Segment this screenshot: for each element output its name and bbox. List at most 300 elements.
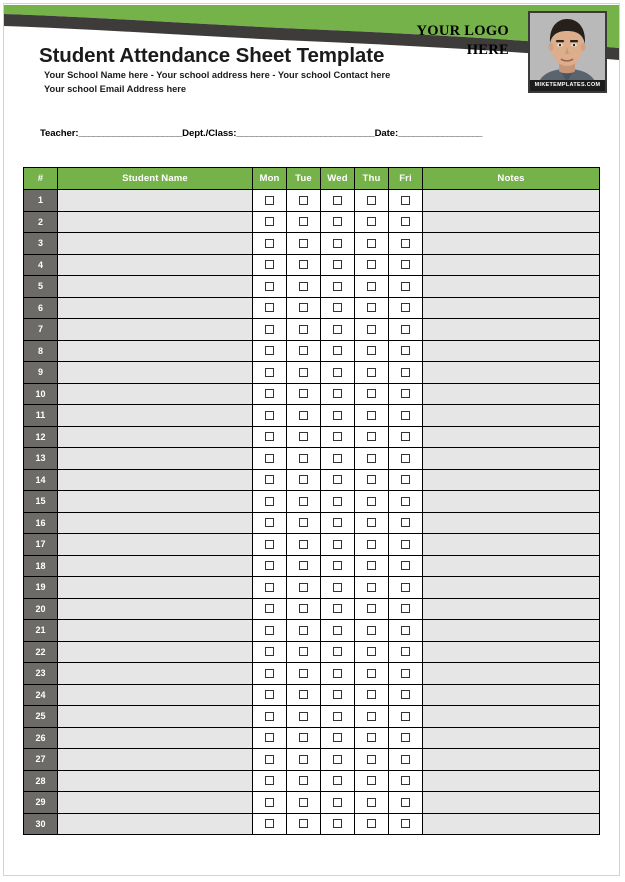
attendance-cell-mon[interactable]: [253, 383, 287, 405]
attendance-cell-fri[interactable]: [389, 598, 423, 620]
attendance-cell-tue[interactable]: [287, 706, 321, 728]
checkbox-wed[interactable]: [333, 303, 342, 312]
attendance-cell-wed[interactable]: [321, 663, 355, 685]
checkbox-tue[interactable]: [299, 475, 308, 484]
checkbox-thu[interactable]: [367, 647, 376, 656]
attendance-cell-fri[interactable]: [389, 663, 423, 685]
student-name-input[interactable]: [58, 383, 253, 405]
checkbox-tue[interactable]: [299, 798, 308, 807]
checkbox-wed[interactable]: [333, 561, 342, 570]
attendance-cell-thu[interactable]: [355, 340, 389, 362]
attendance-cell-fri[interactable]: [389, 555, 423, 577]
checkbox-tue[interactable]: [299, 518, 308, 527]
attendance-cell-fri[interactable]: [389, 211, 423, 233]
checkbox-thu[interactable]: [367, 583, 376, 592]
student-name-input[interactable]: [58, 362, 253, 384]
checkbox-mon[interactable]: [265, 282, 274, 291]
attendance-cell-mon[interactable]: [253, 598, 287, 620]
attendance-cell-tue[interactable]: [287, 770, 321, 792]
notes-input[interactable]: [423, 577, 600, 599]
attendance-cell-wed[interactable]: [321, 792, 355, 814]
checkbox-wed[interactable]: [333, 712, 342, 721]
attendance-cell-wed[interactable]: [321, 276, 355, 298]
attendance-cell-mon[interactable]: [253, 362, 287, 384]
checkbox-tue[interactable]: [299, 368, 308, 377]
checkbox-tue[interactable]: [299, 583, 308, 592]
attendance-cell-mon[interactable]: [253, 233, 287, 255]
checkbox-tue[interactable]: [299, 561, 308, 570]
attendance-cell-thu[interactable]: [355, 512, 389, 534]
checkbox-mon[interactable]: [265, 669, 274, 678]
attendance-cell-mon[interactable]: [253, 577, 287, 599]
attendance-cell-fri[interactable]: [389, 469, 423, 491]
checkbox-thu[interactable]: [367, 518, 376, 527]
student-name-input[interactable]: [58, 469, 253, 491]
checkbox-thu[interactable]: [367, 798, 376, 807]
checkbox-mon[interactable]: [265, 454, 274, 463]
attendance-cell-thu[interactable]: [355, 749, 389, 771]
attendance-cell-wed[interactable]: [321, 469, 355, 491]
checkbox-fri[interactable]: [401, 583, 410, 592]
attendance-cell-thu[interactable]: [355, 491, 389, 513]
student-name-input[interactable]: [58, 749, 253, 771]
attendance-cell-tue[interactable]: [287, 684, 321, 706]
attendance-cell-wed[interactable]: [321, 684, 355, 706]
attendance-cell-tue[interactable]: [287, 663, 321, 685]
attendance-cell-tue[interactable]: [287, 641, 321, 663]
notes-input[interactable]: [423, 448, 600, 470]
checkbox-wed[interactable]: [333, 411, 342, 420]
checkbox-thu[interactable]: [367, 260, 376, 269]
attendance-cell-mon[interactable]: [253, 211, 287, 233]
attendance-cell-mon[interactable]: [253, 749, 287, 771]
attendance-cell-wed[interactable]: [321, 340, 355, 362]
checkbox-thu[interactable]: [367, 733, 376, 742]
attendance-cell-fri[interactable]: [389, 448, 423, 470]
checkbox-wed[interactable]: [333, 260, 342, 269]
attendance-cell-thu[interactable]: [355, 577, 389, 599]
checkbox-wed[interactable]: [333, 819, 342, 828]
student-name-input[interactable]: [58, 319, 253, 341]
checkbox-mon[interactable]: [265, 260, 274, 269]
attendance-cell-wed[interactable]: [321, 254, 355, 276]
notes-input[interactable]: [423, 362, 600, 384]
checkbox-wed[interactable]: [333, 540, 342, 549]
checkbox-fri[interactable]: [401, 819, 410, 828]
notes-input[interactable]: [423, 512, 600, 534]
checkbox-mon[interactable]: [265, 712, 274, 721]
student-name-input[interactable]: [58, 448, 253, 470]
attendance-cell-fri[interactable]: [389, 340, 423, 362]
checkbox-thu[interactable]: [367, 626, 376, 635]
checkbox-mon[interactable]: [265, 819, 274, 828]
checkbox-fri[interactable]: [401, 303, 410, 312]
attendance-cell-thu[interactable]: [355, 706, 389, 728]
attendance-cell-thu[interactable]: [355, 297, 389, 319]
attendance-cell-thu[interactable]: [355, 405, 389, 427]
checkbox-fri[interactable]: [401, 647, 410, 656]
notes-input[interactable]: [423, 727, 600, 749]
checkbox-tue[interactable]: [299, 325, 308, 334]
notes-input[interactable]: [423, 405, 600, 427]
attendance-cell-fri[interactable]: [389, 405, 423, 427]
attendance-cell-tue[interactable]: [287, 233, 321, 255]
checkbox-fri[interactable]: [401, 389, 410, 398]
attendance-cell-fri[interactable]: [389, 770, 423, 792]
notes-input[interactable]: [423, 297, 600, 319]
attendance-cell-wed[interactable]: [321, 555, 355, 577]
notes-input[interactable]: [423, 276, 600, 298]
attendance-cell-fri[interactable]: [389, 727, 423, 749]
checkbox-mon[interactable]: [265, 776, 274, 785]
checkbox-thu[interactable]: [367, 669, 376, 678]
checkbox-wed[interactable]: [333, 454, 342, 463]
attendance-cell-thu[interactable]: [355, 534, 389, 556]
notes-input[interactable]: [423, 319, 600, 341]
student-name-input[interactable]: [58, 297, 253, 319]
checkbox-thu[interactable]: [367, 755, 376, 764]
checkbox-wed[interactable]: [333, 776, 342, 785]
attendance-cell-mon[interactable]: [253, 190, 287, 212]
attendance-cell-tue[interactable]: [287, 727, 321, 749]
attendance-cell-mon[interactable]: [253, 620, 287, 642]
checkbox-wed[interactable]: [333, 647, 342, 656]
attendance-cell-fri[interactable]: [389, 297, 423, 319]
attendance-cell-fri[interactable]: [389, 749, 423, 771]
checkbox-thu[interactable]: [367, 475, 376, 484]
attendance-cell-fri[interactable]: [389, 792, 423, 814]
attendance-cell-thu[interactable]: [355, 383, 389, 405]
attendance-cell-thu[interactable]: [355, 469, 389, 491]
checkbox-tue[interactable]: [299, 196, 308, 205]
checkbox-fri[interactable]: [401, 346, 410, 355]
checkbox-wed[interactable]: [333, 604, 342, 613]
checkbox-fri[interactable]: [401, 669, 410, 678]
attendance-cell-mon[interactable]: [253, 641, 287, 663]
checkbox-thu[interactable]: [367, 497, 376, 506]
checkbox-wed[interactable]: [333, 196, 342, 205]
notes-input[interactable]: [423, 620, 600, 642]
checkbox-tue[interactable]: [299, 776, 308, 785]
checkbox-mon[interactable]: [265, 411, 274, 420]
notes-input[interactable]: [423, 383, 600, 405]
checkbox-mon[interactable]: [265, 540, 274, 549]
checkbox-thu[interactable]: [367, 604, 376, 613]
attendance-cell-wed[interactable]: [321, 641, 355, 663]
attendance-cell-tue[interactable]: [287, 190, 321, 212]
attendance-cell-fri[interactable]: [389, 577, 423, 599]
attendance-cell-wed[interactable]: [321, 405, 355, 427]
checkbox-tue[interactable]: [299, 260, 308, 269]
attendance-cell-thu[interactable]: [355, 319, 389, 341]
student-name-input[interactable]: [58, 426, 253, 448]
checkbox-mon[interactable]: [265, 389, 274, 398]
student-name-input[interactable]: [58, 663, 253, 685]
attendance-cell-mon[interactable]: [253, 340, 287, 362]
checkbox-fri[interactable]: [401, 626, 410, 635]
checkbox-mon[interactable]: [265, 755, 274, 764]
checkbox-tue[interactable]: [299, 690, 308, 699]
notes-input[interactable]: [423, 813, 600, 835]
attendance-cell-mon[interactable]: [253, 792, 287, 814]
student-name-input[interactable]: [58, 598, 253, 620]
attendance-cell-wed[interactable]: [321, 620, 355, 642]
attendance-cell-wed[interactable]: [321, 383, 355, 405]
checkbox-tue[interactable]: [299, 733, 308, 742]
checkbox-mon[interactable]: [265, 217, 274, 226]
attendance-cell-wed[interactable]: [321, 297, 355, 319]
checkbox-thu[interactable]: [367, 819, 376, 828]
notes-input[interactable]: [423, 663, 600, 685]
student-name-input[interactable]: [58, 512, 253, 534]
checkbox-mon[interactable]: [265, 561, 274, 570]
checkbox-tue[interactable]: [299, 497, 308, 506]
checkbox-wed[interactable]: [333, 669, 342, 678]
attendance-cell-mon[interactable]: [253, 770, 287, 792]
notes-input[interactable]: [423, 340, 600, 362]
student-name-input[interactable]: [58, 706, 253, 728]
checkbox-tue[interactable]: [299, 282, 308, 291]
attendance-cell-tue[interactable]: [287, 448, 321, 470]
checkbox-mon[interactable]: [265, 798, 274, 807]
checkbox-tue[interactable]: [299, 239, 308, 248]
attendance-cell-fri[interactable]: [389, 641, 423, 663]
checkbox-thu[interactable]: [367, 239, 376, 248]
checkbox-tue[interactable]: [299, 712, 308, 721]
checkbox-thu[interactable]: [367, 540, 376, 549]
checkbox-fri[interactable]: [401, 776, 410, 785]
attendance-cell-thu[interactable]: [355, 598, 389, 620]
checkbox-tue[interactable]: [299, 454, 308, 463]
checkbox-mon[interactable]: [265, 497, 274, 506]
checkbox-mon[interactable]: [265, 475, 274, 484]
checkbox-thu[interactable]: [367, 690, 376, 699]
checkbox-wed[interactable]: [333, 217, 342, 226]
attendance-cell-tue[interactable]: [287, 813, 321, 835]
checkbox-wed[interactable]: [333, 282, 342, 291]
attendance-cell-tue[interactable]: [287, 577, 321, 599]
student-name-input[interactable]: [58, 792, 253, 814]
checkbox-mon[interactable]: [265, 303, 274, 312]
student-name-input[interactable]: [58, 405, 253, 427]
checkbox-tue[interactable]: [299, 303, 308, 312]
attendance-cell-tue[interactable]: [287, 362, 321, 384]
student-name-input[interactable]: [58, 684, 253, 706]
attendance-cell-fri[interactable]: [389, 706, 423, 728]
checkbox-wed[interactable]: [333, 798, 342, 807]
checkbox-tue[interactable]: [299, 217, 308, 226]
attendance-cell-thu[interactable]: [355, 813, 389, 835]
attendance-cell-mon[interactable]: [253, 663, 287, 685]
attendance-cell-tue[interactable]: [287, 512, 321, 534]
attendance-cell-fri[interactable]: [389, 190, 423, 212]
checkbox-thu[interactable]: [367, 325, 376, 334]
student-name-input[interactable]: [58, 555, 253, 577]
attendance-cell-mon[interactable]: [253, 813, 287, 835]
attendance-cell-thu[interactable]: [355, 792, 389, 814]
checkbox-tue[interactable]: [299, 647, 308, 656]
student-name-input[interactable]: [58, 770, 253, 792]
checkbox-wed[interactable]: [333, 733, 342, 742]
checkbox-fri[interactable]: [401, 540, 410, 549]
attendance-cell-thu[interactable]: [355, 362, 389, 384]
attendance-cell-tue[interactable]: [287, 792, 321, 814]
attendance-cell-tue[interactable]: [287, 598, 321, 620]
attendance-cell-wed[interactable]: [321, 190, 355, 212]
checkbox-wed[interactable]: [333, 626, 342, 635]
checkbox-fri[interactable]: [401, 497, 410, 506]
notes-input[interactable]: [423, 534, 600, 556]
checkbox-tue[interactable]: [299, 346, 308, 355]
notes-input[interactable]: [423, 598, 600, 620]
attendance-cell-mon[interactable]: [253, 684, 287, 706]
attendance-cell-fri[interactable]: [389, 383, 423, 405]
attendance-cell-mon[interactable]: [253, 426, 287, 448]
checkbox-tue[interactable]: [299, 540, 308, 549]
checkbox-fri[interactable]: [401, 325, 410, 334]
checkbox-mon[interactable]: [265, 647, 274, 656]
checkbox-wed[interactable]: [333, 518, 342, 527]
student-name-input[interactable]: [58, 211, 253, 233]
checkbox-fri[interactable]: [401, 282, 410, 291]
attendance-cell-mon[interactable]: [253, 276, 287, 298]
checkbox-wed[interactable]: [333, 325, 342, 334]
checkbox-tue[interactable]: [299, 604, 308, 613]
checkbox-wed[interactable]: [333, 389, 342, 398]
attendance-cell-mon[interactable]: [253, 706, 287, 728]
attendance-cell-wed[interactable]: [321, 749, 355, 771]
checkbox-fri[interactable]: [401, 755, 410, 764]
attendance-cell-wed[interactable]: [321, 426, 355, 448]
attendance-cell-tue[interactable]: [287, 276, 321, 298]
checkbox-mon[interactable]: [265, 583, 274, 592]
attendance-cell-tue[interactable]: [287, 426, 321, 448]
checkbox-wed[interactable]: [333, 346, 342, 355]
student-name-input[interactable]: [58, 491, 253, 513]
notes-input[interactable]: [423, 233, 600, 255]
attendance-cell-tue[interactable]: [287, 405, 321, 427]
attendance-cell-fri[interactable]: [389, 362, 423, 384]
checkbox-wed[interactable]: [333, 239, 342, 248]
checkbox-mon[interactable]: [265, 733, 274, 742]
attendance-cell-fri[interactable]: [389, 534, 423, 556]
student-name-input[interactable]: [58, 727, 253, 749]
attendance-cell-thu[interactable]: [355, 684, 389, 706]
checkbox-wed[interactable]: [333, 690, 342, 699]
attendance-cell-wed[interactable]: [321, 491, 355, 513]
attendance-cell-wed[interactable]: [321, 577, 355, 599]
student-name-input[interactable]: [58, 620, 253, 642]
attendance-cell-wed[interactable]: [321, 448, 355, 470]
notes-input[interactable]: [423, 491, 600, 513]
attendance-cell-fri[interactable]: [389, 512, 423, 534]
attendance-cell-thu[interactable]: [355, 233, 389, 255]
student-name-input[interactable]: [58, 813, 253, 835]
checkbox-fri[interactable]: [401, 798, 410, 807]
checkbox-fri[interactable]: [401, 196, 410, 205]
checkbox-fri[interactable]: [401, 239, 410, 248]
attendance-cell-fri[interactable]: [389, 426, 423, 448]
checkbox-fri[interactable]: [401, 368, 410, 377]
notes-input[interactable]: [423, 749, 600, 771]
checkbox-fri[interactable]: [401, 411, 410, 420]
attendance-cell-mon[interactable]: [253, 727, 287, 749]
checkbox-thu[interactable]: [367, 432, 376, 441]
attendance-cell-wed[interactable]: [321, 598, 355, 620]
attendance-cell-thu[interactable]: [355, 254, 389, 276]
checkbox-thu[interactable]: [367, 368, 376, 377]
notes-input[interactable]: [423, 555, 600, 577]
checkbox-tue[interactable]: [299, 755, 308, 764]
attendance-cell-thu[interactable]: [355, 211, 389, 233]
notes-input[interactable]: [423, 792, 600, 814]
attendance-cell-mon[interactable]: [253, 448, 287, 470]
checkbox-fri[interactable]: [401, 217, 410, 226]
checkbox-thu[interactable]: [367, 196, 376, 205]
date-input-rule[interactable]: _________________: [398, 128, 482, 139]
checkbox-mon[interactable]: [265, 346, 274, 355]
checkbox-mon[interactable]: [265, 626, 274, 635]
attendance-cell-thu[interactable]: [355, 727, 389, 749]
notes-input[interactable]: [423, 469, 600, 491]
checkbox-wed[interactable]: [333, 497, 342, 506]
attendance-cell-thu[interactable]: [355, 448, 389, 470]
attendance-cell-fri[interactable]: [389, 813, 423, 835]
attendance-cell-tue[interactable]: [287, 469, 321, 491]
attendance-cell-fri[interactable]: [389, 276, 423, 298]
attendance-cell-tue[interactable]: [287, 319, 321, 341]
attendance-cell-tue[interactable]: [287, 491, 321, 513]
attendance-cell-tue[interactable]: [287, 211, 321, 233]
attendance-cell-mon[interactable]: [253, 319, 287, 341]
notes-input[interactable]: [423, 254, 600, 276]
student-name-input[interactable]: [58, 340, 253, 362]
notes-input[interactable]: [423, 211, 600, 233]
checkbox-wed[interactable]: [333, 368, 342, 377]
notes-input[interactable]: [423, 684, 600, 706]
notes-input[interactable]: [423, 641, 600, 663]
checkbox-mon[interactable]: [265, 239, 274, 248]
attendance-cell-mon[interactable]: [253, 297, 287, 319]
attendance-cell-mon[interactable]: [253, 555, 287, 577]
checkbox-fri[interactable]: [401, 561, 410, 570]
checkbox-tue[interactable]: [299, 389, 308, 398]
attendance-cell-wed[interactable]: [321, 233, 355, 255]
attendance-cell-thu[interactable]: [355, 770, 389, 792]
checkbox-mon[interactable]: [265, 368, 274, 377]
attendance-cell-tue[interactable]: [287, 254, 321, 276]
checkbox-wed[interactable]: [333, 755, 342, 764]
checkbox-fri[interactable]: [401, 712, 410, 721]
checkbox-fri[interactable]: [401, 454, 410, 463]
checkbox-tue[interactable]: [299, 411, 308, 420]
checkbox-thu[interactable]: [367, 303, 376, 312]
checkbox-mon[interactable]: [265, 604, 274, 613]
attendance-cell-mon[interactable]: [253, 254, 287, 276]
attendance-cell-wed[interactable]: [321, 813, 355, 835]
attendance-cell-tue[interactable]: [287, 620, 321, 642]
checkbox-fri[interactable]: [401, 733, 410, 742]
attendance-cell-thu[interactable]: [355, 620, 389, 642]
attendance-cell-thu[interactable]: [355, 426, 389, 448]
attendance-cell-wed[interactable]: [321, 534, 355, 556]
student-name-input[interactable]: [58, 254, 253, 276]
attendance-cell-fri[interactable]: [389, 491, 423, 513]
student-name-input[interactable]: [58, 233, 253, 255]
attendance-cell-thu[interactable]: [355, 663, 389, 685]
student-name-input[interactable]: [58, 190, 253, 212]
attendance-cell-fri[interactable]: [389, 233, 423, 255]
